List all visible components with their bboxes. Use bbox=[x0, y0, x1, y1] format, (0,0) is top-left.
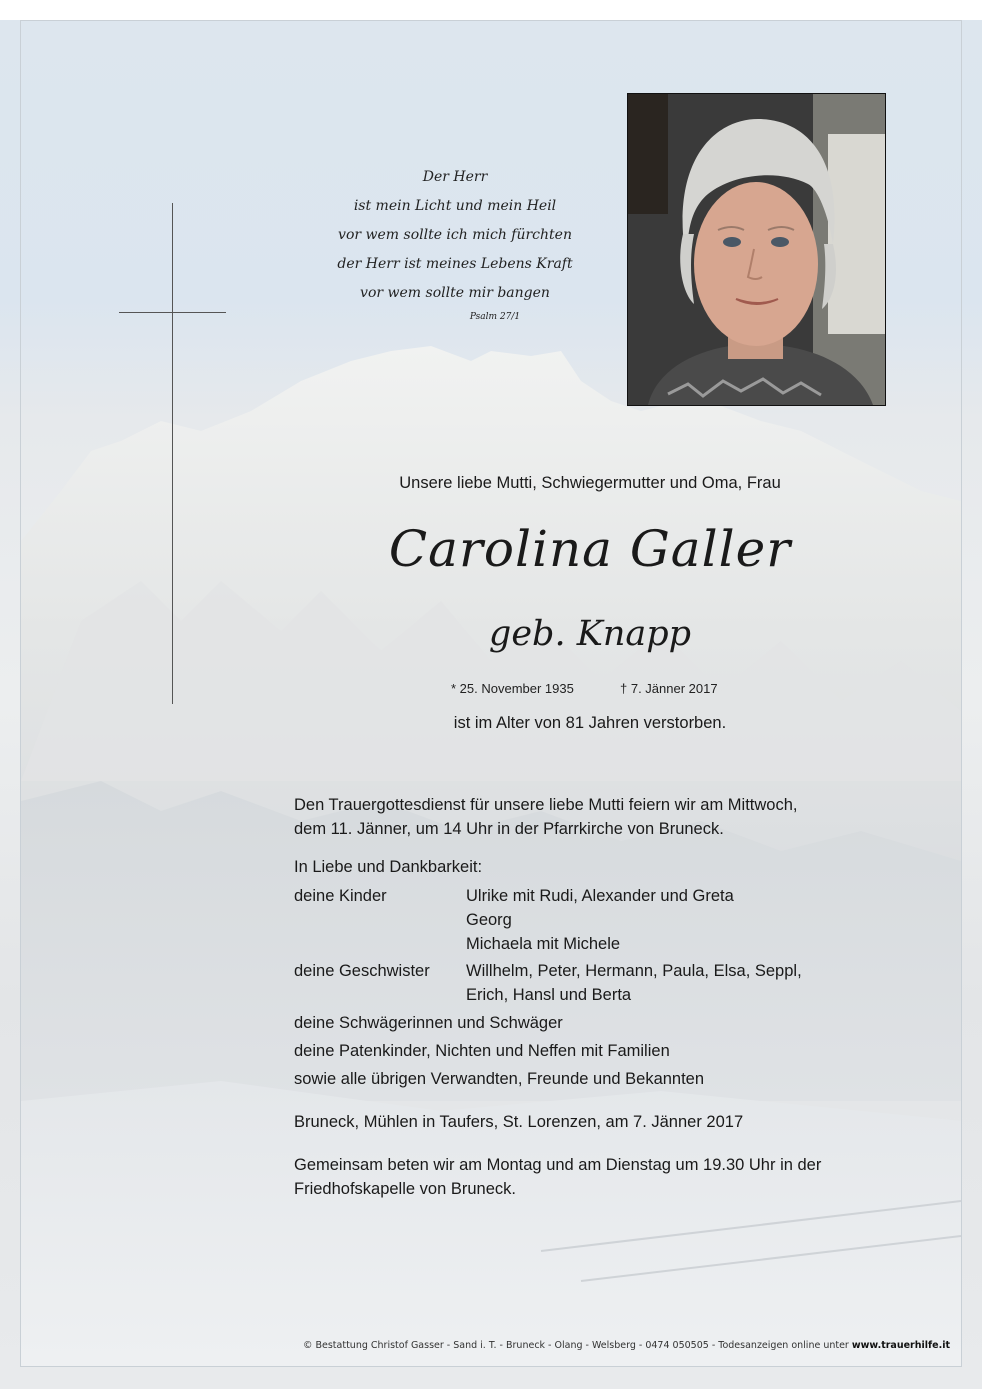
service-line: dem 11. Jänner, um 14 Uhr in der Pfarrkirche von Bruneck. bbox=[294, 820, 724, 838]
death-date: † 7. Jänner 2017 bbox=[620, 681, 718, 696]
list-item: Erich, Hansl und Berta bbox=[466, 986, 632, 1004]
children-list bbox=[466, 884, 734, 956]
verse-reference: Psalm 27/1 bbox=[469, 312, 521, 322]
children-label: deine Kinder bbox=[294, 887, 387, 905]
intro-text: Unsere liebe Mutti, Schwiegermutter und Oma, Frau bbox=[399, 474, 781, 492]
cross-horizontal-bar bbox=[119, 312, 226, 313]
footer-text: © Bestattung Christof Gasser - Sand i. T. - Bruneck - Olang - Welsberg - 0474 050505 - Todesanzeigen online unter bbox=[302, 1340, 852, 1351]
verse-line: Der Herr bbox=[422, 169, 488, 185]
verse-line: vor wem sollte ich mich fürchten bbox=[338, 227, 572, 243]
list-item: Willhelm, Peter, Hermann, Paula, Elsa, Seppl, bbox=[466, 962, 802, 980]
siblings-list bbox=[466, 959, 802, 1007]
prayer-paragraph bbox=[294, 1153, 934, 1201]
other-mourner: deine Schwägerinnen und Schwäger bbox=[294, 1014, 563, 1032]
prayer-line: Friedhofskapelle von Bruneck. bbox=[294, 1180, 516, 1198]
maiden-name: geb. Knapp bbox=[488, 614, 692, 654]
service-line: Den Trauergottesdienst für unsere liebe Mutti feiern wir am Mittwoch, bbox=[294, 796, 798, 814]
portrait-photo bbox=[627, 93, 886, 406]
verse-line: ist mein Licht und mein Heil bbox=[353, 198, 557, 214]
birth-date: * 25. November 1935 bbox=[451, 681, 574, 696]
place-date: Bruneck, Mühlen in Taufers, St. Lorenzen, am 7. Jänner 2017 bbox=[294, 1113, 744, 1131]
list-item: Ulrike mit Rudi, Alexander und Greta bbox=[466, 887, 734, 905]
footer bbox=[20, 1340, 950, 1351]
verse-line: vor wem sollte mir bangen bbox=[360, 285, 550, 301]
list-item: Georg bbox=[466, 911, 512, 929]
other-mourner: deine Patenkinder, Nichten und Neffen mit Familien bbox=[294, 1042, 670, 1060]
footer-url-link[interactable]: www.trauerhilfe.it bbox=[851, 1340, 950, 1351]
other-mourner: sowie alle übrigen Verwandten, Freunde und Bekannten bbox=[294, 1070, 705, 1088]
list-item: Michaela mit Michele bbox=[466, 935, 621, 953]
verse-line: der Herr ist meines Lebens Kraft bbox=[337, 256, 573, 272]
service-paragraph bbox=[294, 793, 934, 841]
psalm-verse bbox=[300, 163, 610, 324]
prayer-line: Gemeinsam beten wir am Montag und am Dienstag um 19.30 Uhr in der bbox=[294, 1156, 822, 1174]
cross-vertical-bar bbox=[172, 203, 173, 704]
siblings-label: deine Geschwister bbox=[294, 962, 430, 980]
deceased-name: Carolina Galler bbox=[388, 520, 792, 578]
age-text: ist im Alter von 81 Jahren verstorben. bbox=[453, 714, 727, 732]
mourners-heading: In Liebe und Dankbarkeit: bbox=[294, 858, 483, 876]
